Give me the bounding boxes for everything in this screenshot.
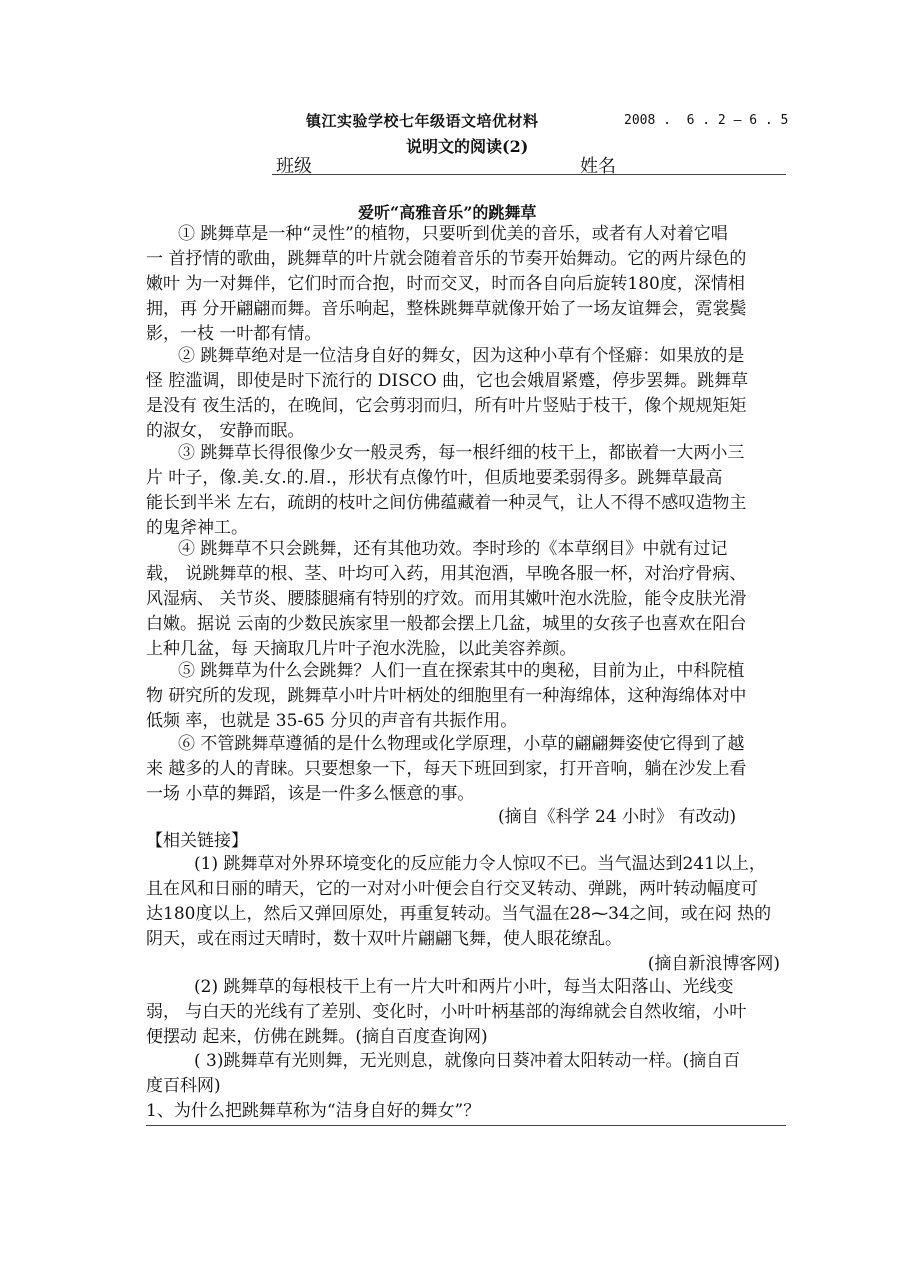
article-line: 物 研究所的发现，跳舞草小叶片叶柄处的细胞里有一种海绵体，这种海绵体对中 [146, 686, 747, 706]
link-line: 阴天，或在雨过天晴时，数十双叶片翩翩飞舞，使人眼花缭乱。 [146, 929, 622, 949]
article-line: ⑥ 不管跳舞草遵循的是什么物理或化学原理，小草的翩翩舞姿使它得到了越 [178, 734, 745, 754]
article-line: 嫩叶 为一对舞伴，它们时而合抱，时而交叉，时而各自向后旋转180度，深情相 [146, 274, 745, 294]
link-line: (1) 跳舞草对外界环境变化的反应能力令人惊叹不已。当气温达到241以上， [194, 854, 766, 874]
name-label: 姓名 [580, 156, 616, 177]
date-range: 2008 . 6 . 2 — 6 . 5 [624, 113, 789, 128]
link-source: (摘自新浪博客网) [647, 954, 780, 974]
link-line: ( 3)跳舞草有光则舞，无光则息，就像向日葵冲着太阳转动一样。(摘自百 [194, 1051, 741, 1071]
class-label: 班级 [276, 156, 312, 177]
article-line: ⑤ 跳舞草为什么会跳舞？人们一直在探索其中的奥秘，目前为止，中科院植 [178, 661, 745, 681]
article-line: 白嫩。据说 云南的少数民族家里一般都会摆上几盆，城里的女孩子也喜欢在阳台 [146, 614, 747, 634]
article-line: 的淑女， 安静而眠。 [146, 421, 305, 441]
header-divider [272, 174, 786, 175]
article-line: 影，一枝 一叶都有情。 [146, 324, 322, 344]
article-line: ① 跳舞草是一种“灵性”的植物，只要听到优美的音乐，或者有人对着它唱 [178, 224, 728, 244]
article-line: ③ 跳舞草长得很像少女一般灵秀，每一根纤细的枝干上，都嵌着一大两小三 [178, 443, 745, 463]
answer-line [146, 1125, 786, 1126]
article-source: (摘自《科学 24 小时》 有改动) [498, 807, 737, 827]
article-line: 怪 腔滥调，即使是时下流行的 DISCO 曲，它也会娥眉紧蹙，停步罢舞。跳舞草 [146, 371, 749, 391]
article-line: 载， 说跳舞草的根、茎、叶均可入药，用其泡酒，早晚各服一杯，对治疗骨病、 [146, 564, 747, 584]
article-line: 风湿病、 关节炎、腰膝腿痛有特别的疗效。而用其嫩叶泡水洗脸，能令皮肤光滑 [146, 589, 747, 609]
article-line: 拥，再 分开翩翩而舞。音乐响起，整株跳舞草就像开始了一场友谊舞会，霓裳鬓 [146, 299, 747, 319]
link-line: (2) 跳舞草的每根枝干上有一片大叶和两片小叶，每当太阳落山、光线变 [194, 977, 734, 997]
article-line: 能长到半米 左右，疏朗的枝叶之间仿佛蕴藏着一种灵气，让人不得不感叹造物主 [146, 493, 747, 513]
document-subtitle: 说明文的阅读(2) [406, 137, 529, 156]
article-line: 上种几盆，每 天摘取几片叶子泡水洗脸，以此美容养颜。 [146, 639, 577, 659]
link-line: 弱， 与白天的光线有了差别、变化时，小叶叶柄基部的海绵就会自然收缩，小叶 [146, 1002, 747, 1022]
link-line: 且在风和日丽的晴天，它的一对对小叶便会自行交叉转动、弹跳，两叶转动幅度可 [146, 879, 758, 899]
article-title: 爱听“高雅音乐”的跳舞草 [358, 203, 537, 222]
article-line: 的鬼斧神工。 [146, 518, 248, 538]
link-line: 便摆动 起来，仿佛在跳舞。(摘自百度查询网) [146, 1027, 488, 1047]
link-line: 达180度以上，然后又弹回原处，再重复转动。当气温在28⁓34之间，或在闷 热的 [146, 904, 772, 924]
school-title: 镇江实验学校七年级语文培优材料 [306, 112, 539, 130]
article-line: 一场 小草的舞蹈，该是一件多么惬意的事。 [146, 784, 475, 804]
question-1: 1、为什么把跳舞草称为“洁身自好的舞女”？ [146, 1101, 481, 1121]
article-line: 是没有 夜生活的，在晚间，它会剪羽而归，所有叶片竖贴于枝干，像个规规矩矩 [146, 396, 747, 416]
article-line: ④ 跳舞草不只会跳舞，还有其他功效。李时珍的《本草纲目》中就有过记 [178, 539, 728, 559]
article-line: 来 越多的人的青睐。只要想象一下，每天下班回到家，打开音响，躺在沙发上看 [146, 759, 747, 779]
links-heading: 【相关链接】 [146, 831, 248, 851]
article-line: 一 首抒情的歌曲，跳舞草的叶片就会随着音乐的节奏开始舞动。它的两片绿色的 [146, 249, 747, 269]
article-line: 片 叶子，像.美.女.的.眉.，形状有点像竹叶，但质地要柔弱得多。跳舞草最高 [146, 468, 723, 488]
link-line: 度百科网) [146, 1076, 221, 1096]
article-line: ② 跳舞草绝对是一位洁身自好的舞女，因为这种小草有个怪癖：如果放的是 [178, 346, 745, 366]
article-line: 低频 率，也就是 35-65 分贝的声音有共振作用。 [146, 711, 518, 731]
